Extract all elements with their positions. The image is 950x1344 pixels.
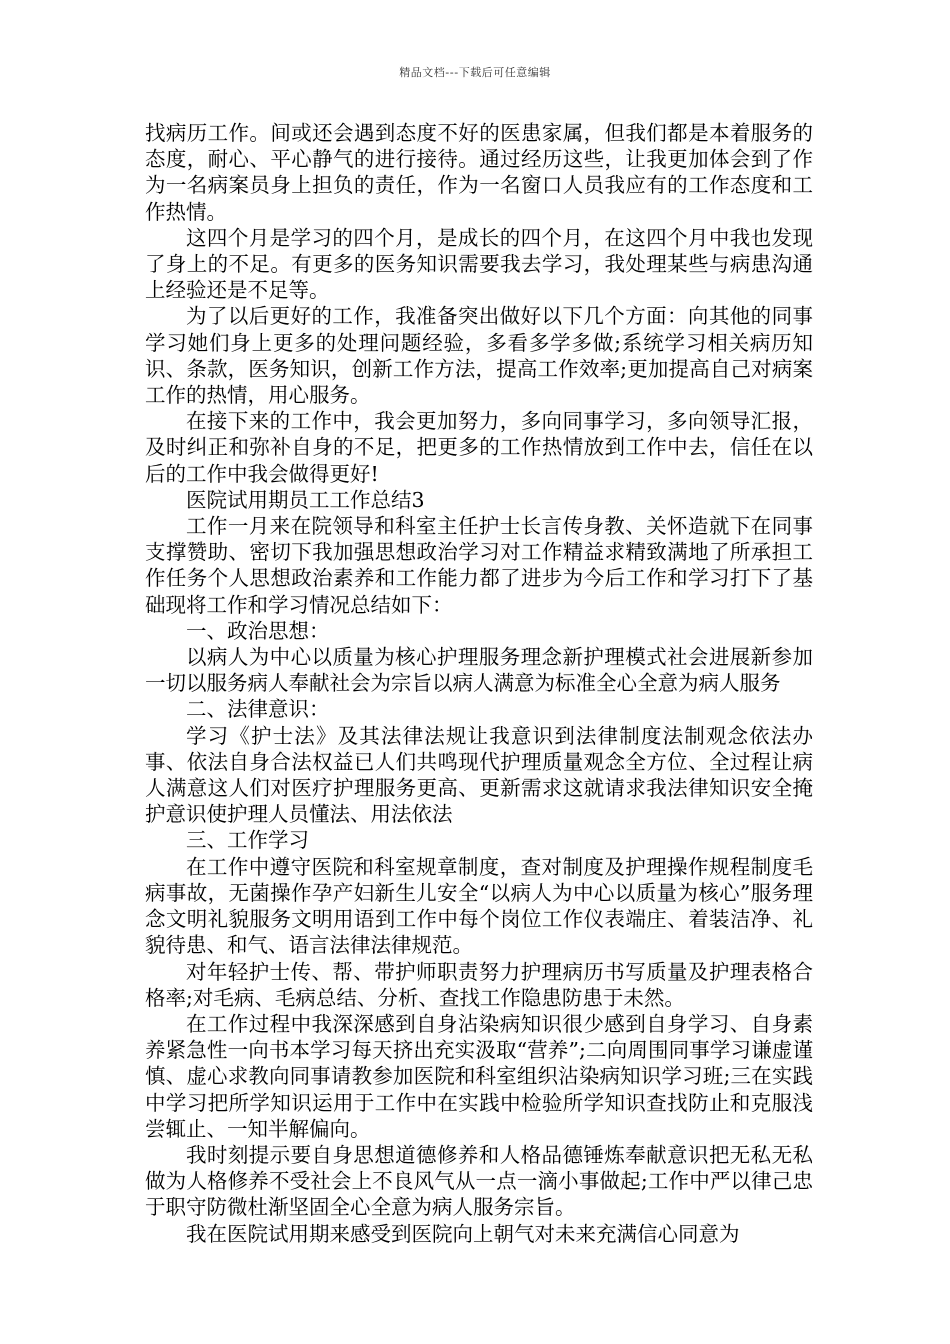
paragraph: 对年轻护士传、帮、带护师职责努力护理病历书写质量及护理表格合格率;对毛病、毛病总结、分析、查找工作隐患防患于未然。 xyxy=(145,959,813,1010)
paragraph: 我时刻提示要自身思想道德修养和人格品德锤炼奉献意识把无私无私做为人格修养不受社会上不良风气从一点一滴小事做起;工作中严以律己忠于职守防微杜渐坚固全心全意为病人服务宗旨。 xyxy=(145,1142,813,1220)
document-body xyxy=(145,120,813,1247)
section-heading: 二、法律意识： xyxy=(186,697,330,722)
paragraph: 学习《护士法》及其法律法规让我意识到法律制度法制观念依法办事、依法自身合法权益已人们共鸣现代护理质量观念全方位、全过程让病人满意这人们对医疗护理服务更高、更新需求这就请求我法律知识安全掩护意识使护理人员懂法、用法依法 xyxy=(145,723,813,827)
section-title: 医院试用期员工工作总结3 xyxy=(186,487,425,512)
paragraph: 为了以后更好的工作，我准备突出做好以下几个方面：向其他的同事学习她们身上更多的处理问题经验，多看多学多做;系统学习相关病历知识、条款，医务知识，创新工作方法，提高工作效率;更加提高自己对病案工作的热情，用心服务。 xyxy=(145,304,813,408)
paragraph: 在工作过程中我深深感到自身沾染病知识很少感到自身学习、自身素养紧急性一向书本学习每天挤出充实汲取“营养”;二向周围同事学习谦虚谨慎、虚心求教向同事请教参加医院和科室组织沾染病知识学习班;三在实践中学习把所学知识运用于工作中在实践中检验所学知识查找防止和克服浅尝辄止、一知半解偏向。 xyxy=(145,1011,813,1141)
page-header: 精品文档---下载后可任意编辑 xyxy=(399,66,551,79)
section-heading: 三、工作学习 xyxy=(186,828,309,853)
paragraph: 工作一月来在院领导和科室主任护士长言传身教、关怀造就下在同事支撑赞助、密切下我加强思想政治学习对工作精益求精致满地了所承担工作任务个人思想政治素养和工作能力都了进步为今后工作和学习打下了基础现将工作和学习情况总结如下： xyxy=(145,514,813,617)
paragraph: 我在医院试用期来感受到医院向上朝气对未来充满信心同意为 xyxy=(186,1221,740,1246)
paragraph: 找病历工作。间或还会遇到态度不好的医患家属，但我们都是本着服务的态度，耐心、平心静气的进行接待。通过经历这些，让我更加体会到了作为一名病案员身上担负的责任，作为一名窗口人员我应有的工作态度和工作热情。 xyxy=(145,121,813,224)
paragraph: 这四个月是学习的四个月，是成长的四个月，在这四个月中我也发现了身上的不足。有更多的医务知识需要我去学习，我处理某些与病患沟通上经验还是不足等。 xyxy=(145,225,813,303)
paragraph: 在工作中遵守医院和科室规章制度，查对制度及护理操作规程制度毛病事故，无菌操作孕产妇新生儿安全“以病人为中心以质量为核心”服务理念文明礼貌服务文明用语到工作中每个岗位工作仪表端庄、着装洁净、礼貌待患、和气、语言法律法律规范。 xyxy=(145,854,813,958)
paragraph: 在接下来的工作中，我会更加努力，多向同事学习，多向领导汇报，及时纠正和弥补自身的不足，把更多的工作热情放到工作中去，信任在以后的工作中我会做得更好! xyxy=(145,409,813,486)
paragraph: 以病人为中心以质量为核心护理服务理念新护理模式社会进展新参加一切以服务病人奉献社会为宗旨以病人满意为标准全心全意为病人服务 xyxy=(145,645,813,696)
section-heading: 一、政治思想： xyxy=(186,618,330,643)
